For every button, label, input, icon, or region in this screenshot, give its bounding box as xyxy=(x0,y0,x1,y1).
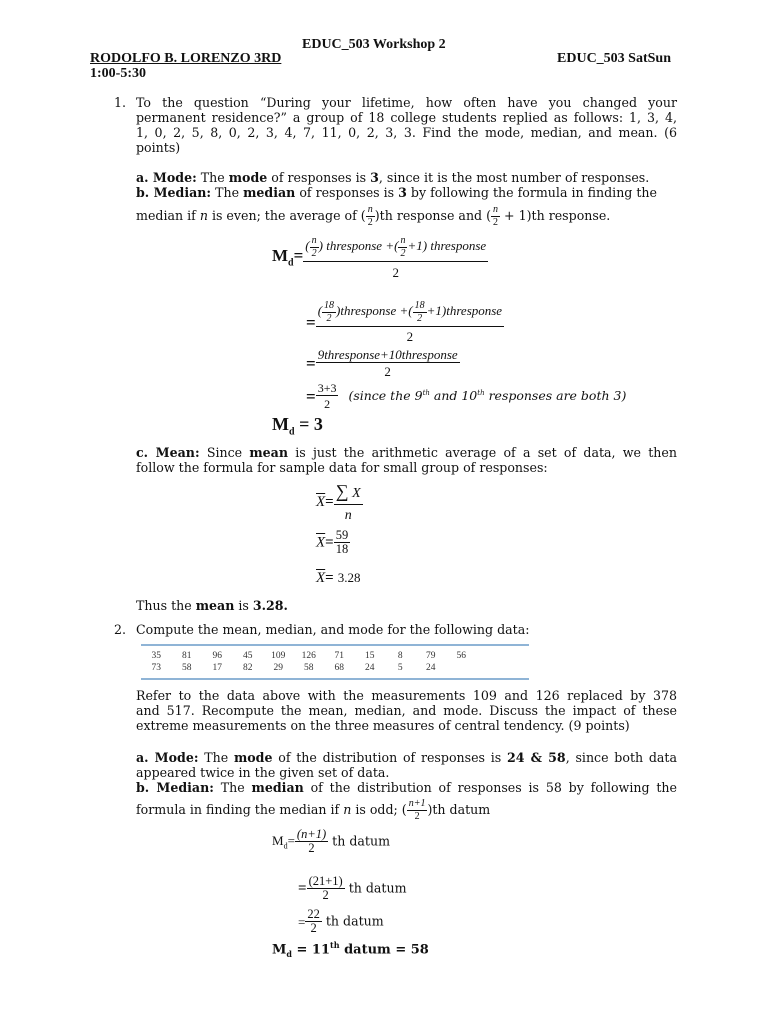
median-formula-numerator-4: 3+3 xyxy=(317,381,337,395)
q2-number: 2. xyxy=(114,622,127,637)
q1-median-value: 3 xyxy=(398,185,407,200)
median-formula-2 xyxy=(306,301,504,344)
table-cell: 68 xyxy=(334,663,344,673)
median-formula-3 xyxy=(306,348,460,379)
median-formula-numerator-1: ( $\frac{n}{2}$ ) thresponse +( $\frac{n}{2}$ +1) thresponse xyxy=(305,235,487,259)
q1-median-line2-d: + 1)th response. xyxy=(500,208,611,223)
equals-sign: = xyxy=(298,914,306,930)
q2-refer-line-3: extreme measurements on the three measures of central tendency. (9 points) xyxy=(136,718,630,733)
q1-mean-term: mean xyxy=(249,445,288,460)
table-cell: 81 xyxy=(182,651,192,661)
mean-fraction-2-numerator: 59 xyxy=(335,528,349,542)
median-formula-denominator-1: 2 xyxy=(303,261,488,280)
q1-mean-text-2: is just the arithmetic average of a set of data, we then xyxy=(288,445,677,460)
q1-line-3: 1, 0, 2, 5, 8, 0, 2, 3, 4, 7, 11, 0, 2, 3, 3. Find the mode, median, and mean. (6 xyxy=(136,125,677,140)
course-label: EDUC_503 SatSun xyxy=(557,51,671,66)
q2-median-formula-1 xyxy=(272,828,390,856)
q2-mode-label: a. Mode: xyxy=(136,750,199,765)
n-plus-1-over-2-fraction: $\frac{n+1}{2}$ xyxy=(408,798,426,822)
table-bottom-rule xyxy=(141,678,529,680)
md-symbol: $M_d=$ xyxy=(272,832,295,851)
q1-median-label: b. Median: xyxy=(136,185,212,200)
fraction-denominator: 2 xyxy=(367,216,373,228)
md-symbol: $M_d=$ xyxy=(272,246,304,269)
table-cell: 126 xyxy=(301,651,316,661)
q1-median-line-2 xyxy=(136,204,610,228)
n-variable: n xyxy=(199,208,208,223)
q1-mode-text-3: , since it is the most number of responses. xyxy=(378,170,650,185)
q2-median-paragraph: b. Median: The median of the distribution of responses is 58 by following the xyxy=(136,780,677,795)
q2-median-fraction-2 xyxy=(307,875,345,903)
q2-mode-line-2: appeared twice in the given set of data. xyxy=(136,765,390,780)
fraction-numerator: n xyxy=(493,204,499,216)
table-cell: 24 xyxy=(365,663,375,673)
q2-data-table-wrapper xyxy=(141,644,529,680)
q1-mean-line-2: follow the formula for sample data for small group of responses: xyxy=(136,460,548,475)
q1-mean-label: c. Mean: xyxy=(136,445,200,460)
x-bar-symbol: $\overline{X}$ xyxy=(316,534,326,551)
q1-line-1: To the question “During your lifetime, how often have you changed your xyxy=(136,95,677,110)
equals-sign: = xyxy=(298,880,307,897)
median-formula-fraction-4 xyxy=(316,382,339,411)
mean-fraction-2-denominator: 18 xyxy=(335,542,349,557)
x-bar-symbol: $\overline{X}$ xyxy=(316,494,326,511)
table-row xyxy=(141,650,477,662)
q1-line-4: points) xyxy=(136,140,181,155)
mean-result-value: 3.28 xyxy=(337,570,361,585)
median-formula-numerator-2: ( $\frac{18}{2}$ )thresponse +( $\frac{18}{2}$ +1)thresponse xyxy=(317,300,503,324)
n-over-2-fraction-2 xyxy=(491,205,500,228)
median-formula-denominator-4: 2 xyxy=(316,395,339,411)
q2-median-formula-2 xyxy=(298,875,407,903)
q2-median-fraction-3-denominator: 2 xyxy=(305,921,322,936)
q2-median-fraction-1-denominator: 2 xyxy=(295,841,328,856)
mean-fraction-1 xyxy=(334,482,363,523)
q2-prompt: Compute the mean, median, and mode for the following data: xyxy=(136,622,530,637)
q2-data-table xyxy=(141,650,477,674)
table-cell: 56 xyxy=(456,651,466,661)
q1-mean-conclusion: Thus the mean is 3.28. xyxy=(136,598,288,613)
n-over-2-fraction xyxy=(366,205,375,228)
q1-mean-text-1: Since xyxy=(199,445,250,460)
q2-median-fraction-2-numerator: (21+1) xyxy=(308,874,343,888)
table-cell: 15 xyxy=(365,651,375,661)
q2-median-fraction-3 xyxy=(305,908,322,936)
fraction-numerator: n xyxy=(367,204,373,216)
table-cell: 96 xyxy=(212,651,222,661)
mean-fraction-2 xyxy=(334,529,351,557)
q1-median-line2-c: )th response and ( xyxy=(374,208,492,223)
table-cell: 58 xyxy=(182,663,192,673)
q1-median-text-3: by following the formula in finding the xyxy=(406,185,657,200)
table-cell: 29 xyxy=(273,663,283,673)
table-cell: 71 xyxy=(334,651,344,661)
q2-median-label: b. Median: xyxy=(136,780,214,795)
q1-mode-text-2: of responses is xyxy=(267,170,371,185)
n-variable: n xyxy=(343,802,352,817)
median-formula-numerator-3: 9thresponse+10thresponse xyxy=(317,347,458,362)
table-top-rule xyxy=(141,644,529,646)
median-formula-4 xyxy=(306,382,626,411)
table-cell: 35 xyxy=(151,651,161,661)
median-formula-fraction-3 xyxy=(316,348,460,379)
q1-median-line2-a: median if xyxy=(136,208,200,223)
q2-median-formula-3 xyxy=(298,908,384,936)
q1-mode-label: a. Mode: xyxy=(136,170,197,185)
x-bar-symbol: $\overline{X}$ xyxy=(316,570,326,586)
q2-median-fraction-1 xyxy=(295,828,328,856)
median-formula-1 xyxy=(272,236,488,280)
median-result: $M_d = 3$ xyxy=(272,414,323,438)
q1-mode-term: mode xyxy=(228,170,268,185)
equals-sign: = xyxy=(325,570,334,586)
equals-sign: = xyxy=(306,312,316,332)
table-cell xyxy=(446,662,477,674)
table-cell: 82 xyxy=(243,663,253,673)
table-row xyxy=(141,662,477,674)
q1-median-text-2: of responses is xyxy=(295,185,399,200)
table-cell: 79 xyxy=(426,651,436,661)
mean-formula-3 xyxy=(316,570,360,586)
table-cell: 24 xyxy=(426,663,436,673)
datum-label: th datum xyxy=(344,880,407,896)
q2-refer-line-2: and 517. Recompute the mean, median, and mode. Discuss the impact of these xyxy=(136,703,677,718)
fraction-denominator: 2 xyxy=(493,216,499,228)
q1-mode-value: 3 xyxy=(370,170,379,185)
session-time: 1:00-5:30 xyxy=(90,66,146,81)
q1-mean-paragraph xyxy=(136,445,677,460)
median-formula-denominator-3: 2 xyxy=(316,362,460,379)
table-cell: 45 xyxy=(243,651,253,661)
equals-sign: = xyxy=(306,353,316,373)
median-formula-denominator-2: 2 xyxy=(316,326,504,344)
q1-mode-paragraph xyxy=(136,170,649,185)
author-name: RODOLFO B. LORENZO 3RD xyxy=(90,51,282,66)
q2-median-fraction-2-denominator: 2 xyxy=(307,888,345,903)
table-cell: 17 xyxy=(212,663,222,673)
mean-formula-2 xyxy=(316,529,350,557)
q1-line-2: permanent residence?” a group of 18 college students replied as follows: 1, 3, 4, xyxy=(136,110,677,125)
q1-mode-text-1: The xyxy=(196,170,229,185)
q2-median-line-2: formula in finding the median if n is odd; ( $\frac{n+1}{2}$ )th datum xyxy=(136,798,491,822)
mean-fraction-1-numerator: ∑ X xyxy=(335,481,361,501)
q1-median-text-1: The xyxy=(211,185,244,200)
table-cell: 73 xyxy=(151,663,161,673)
table-cell: 109 xyxy=(271,651,286,661)
q2-refer-line-1: Refer to the data above with the measurements 109 and 126 replaced by 378 xyxy=(136,688,677,703)
median-note: (since the 9th and 10th responses are both 3) xyxy=(348,388,627,404)
document-title: EDUC_503 Workshop 2 xyxy=(302,37,446,52)
table-cell: 8 xyxy=(397,651,403,661)
median-formula-fraction-1 xyxy=(303,236,488,280)
equals-sign: = xyxy=(306,386,316,406)
q1-median-paragraph xyxy=(136,185,657,200)
equals-sign: = xyxy=(325,494,334,511)
q1-number: 1. xyxy=(114,95,127,110)
datum-label: th datum xyxy=(328,833,391,849)
table-cell: 58 xyxy=(304,663,314,673)
q1-median-term: median xyxy=(243,185,296,200)
q1-median-line2-b: is even; the average of ( xyxy=(207,208,366,223)
q2-median-fraction-1-numerator: (n+1) xyxy=(296,827,327,841)
mean-formula-1 xyxy=(316,482,363,523)
q2-median-result: $M_d = 11th$ datum = 58 xyxy=(272,940,429,959)
table-cell: 5 xyxy=(397,663,403,673)
q2-mode-paragraph: a. Mode: The mode of the distribution of responses is 24 & 58, since both data xyxy=(136,750,678,765)
mean-fraction-1-denominator: n xyxy=(334,504,363,523)
equals-sign: = xyxy=(325,534,334,551)
datum-label: th datum xyxy=(321,913,384,929)
median-formula-fraction-2 xyxy=(316,301,504,344)
q2-median-fraction-3-numerator: 22 xyxy=(307,907,320,921)
